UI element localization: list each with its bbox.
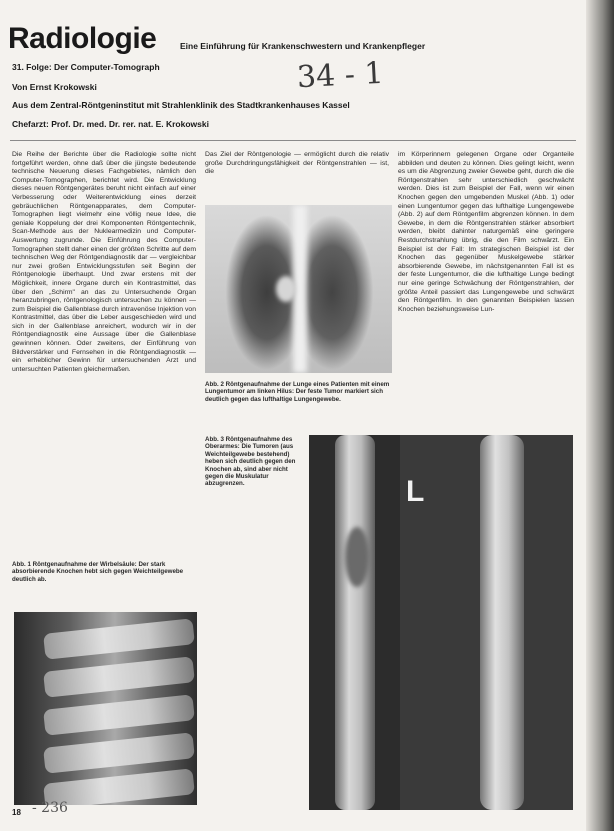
column-2-text: Das Ziel der Röntgenologie — ermöglicht durch die relativ große Durchdringungsfähigkeit der Röntgenstrahlen — ist, die bbox=[205, 151, 389, 176]
side-marker-label: L bbox=[406, 475, 425, 508]
chest-xray-tumor bbox=[276, 276, 296, 302]
figure-1-caption: Abb. 1 Röntgenaufnahme der Wirbelsäule: Der stark absorbierende Knochen hebt sich gegen Weichteilgewebe deutlich ab. bbox=[12, 561, 184, 583]
column-3-text: im Körperinnern gelegenen Organe oder Organteile abbilden und deuten zu können. Dies gelingt leicht, wenn es um die Abgrenzung zweier Gewebe geht, durch die die Röntgenstrahlen sehr unterschiedlich geschwächt werden. Dies ist zum Beispiel der Fall, wenn wir einen Knochen gegen den umgebenden Muskel (Abb. 1) oder einen Lungentumor gegen das lufthaltige Lungengewebe (Abb. 2) auf dem Röntgenfilm abgrenzen können. In dem Gewebe, in dem die Röntgenstrahlen stärker absorbiert werden, bleibt dahinter naturgemäß eine geringere Restdurchstrahlung übrig, die den Film schwärzt. Ein Beispiel ist der Fall: Im strategischen Beispiel ist der Knochen das gegenüber Muskelgewebe stärker absorbierende Gewebe, im nächstgenannten Fall ist es der feste Lungentumor, die die lufthaltige Lunge bedingt nur eine geringe Schwächung der Röntgenstrahlen, der größte Anteil passiert das Lungengewebe und schwärzt den Röntgenfilm. In den genannten Beispielen lassen Knochen beziehungsweise Lun- bbox=[398, 151, 574, 313]
vertebra bbox=[43, 618, 195, 660]
column-1 bbox=[12, 151, 196, 541]
page-number-handwritten: - 236 bbox=[32, 800, 68, 816]
chief-line: Chefarzt: Prof. Dr. med. Dr. rer. nat. E. Krokowski bbox=[12, 119, 209, 129]
humerus-bone bbox=[480, 435, 524, 810]
series-line: 31. Folge: Der Computer-Tomograph bbox=[12, 62, 160, 72]
page-number: 18 bbox=[12, 808, 21, 817]
vertebra bbox=[43, 732, 195, 774]
author-line: Von Ernst Krokowski bbox=[12, 82, 97, 92]
vertebra bbox=[43, 694, 195, 736]
page-title: Radiologie bbox=[8, 22, 157, 55]
column-2 bbox=[205, 151, 389, 191]
vertebra bbox=[43, 656, 195, 698]
bone-xray-image-1 bbox=[309, 435, 401, 810]
page-subtitle: Eine Einführung für Krankenschwestern und Krankenpfleger bbox=[180, 41, 426, 51]
handwritten-mark: 34 - 1 bbox=[296, 55, 385, 96]
column-3 bbox=[398, 151, 574, 421]
column-1-text: Die Reihe der Berichte über die Radiologie sollte nicht fortgeführt werden, ohne daß über die jüngste bedeutende technische Neuerung dieses Fachgebietes, nämlich den Computer-Tomographen, berichtet wird. Die Entwicklung dieses neuen Röntgengerätes beruht nicht einfach auf einer Verbesserung oder Weiterentwicklung eines derzeit gebräuchlichen Röntgenapparates, dem Computer-Tomographen liegt vielmehr eine völlig neue Idee, die geniale Koppelung der drei Komponenten Röntgentechnik, Scan-Methode aus der Nuklearmedizin und Computer-Auswertung zugrunde. Die Einführung des Computer-Tomographen stellt daher einen der größten Schritte auf dem technischen Weg der Röntgendiagnostik dar — vergleichbar nur zwei großen Entwicklungsstufen seit Beginn der Röntgenologie überhaupt. Und zwar erstens mit der Möglichkeit, innere Organe durch ein Kontrastmittel, das über den „Schirm" an das zu Untersuchende Organ heranzubringen, röntgenologisch untersuchen zu können — zum Beispiel die Gallenblase durch intravenöse Injektion von Kontrastmittel, das über die Leber ausgeschieden wird und sich in der Gallenblase anreichert, wodurch wir in der Röntgendiagnostik eine Aussage über die Gallenblase gewinnen können. Oder zweitens, der Einführung von Bildverstärker und Fernsehen in die Röntgendiagnostik — ein erheblicher Gewinn für untersuchenden Arzt und untersuchten Patienten gleichermaßen. bbox=[12, 151, 196, 373]
humerus-bone bbox=[335, 435, 375, 810]
figure-2-caption: Abb. 2 Röntgenaufnahme der Lunge eines Patienten mit einem Lungentumor am linken Hilus: Der feste Tumor markiert sich deutlich gegen das lufthaltige Lungengewebe. bbox=[205, 381, 390, 403]
chest-xray-image bbox=[205, 205, 392, 373]
bone-xray-image-2 bbox=[400, 435, 573, 810]
figure-3-caption: Abb. 3 Röntgenaufnahme des Oberarmes: Die Tumoren (aus Weichteilgewebe bestehend) heben sich deutlich gegen den Knochen ab, sind aber nicht gegen die Muskulatur abzugrenzen. bbox=[205, 436, 296, 488]
page-edge bbox=[586, 0, 614, 831]
institution-line: Aus dem Zentral-Röntgeninstitut mit Strahlenklinik des Stadtkrankenhauses Kassel bbox=[12, 100, 350, 110]
tumor-lesion bbox=[345, 527, 369, 587]
header-divider bbox=[10, 140, 576, 141]
spine-xray-image bbox=[14, 612, 197, 805]
